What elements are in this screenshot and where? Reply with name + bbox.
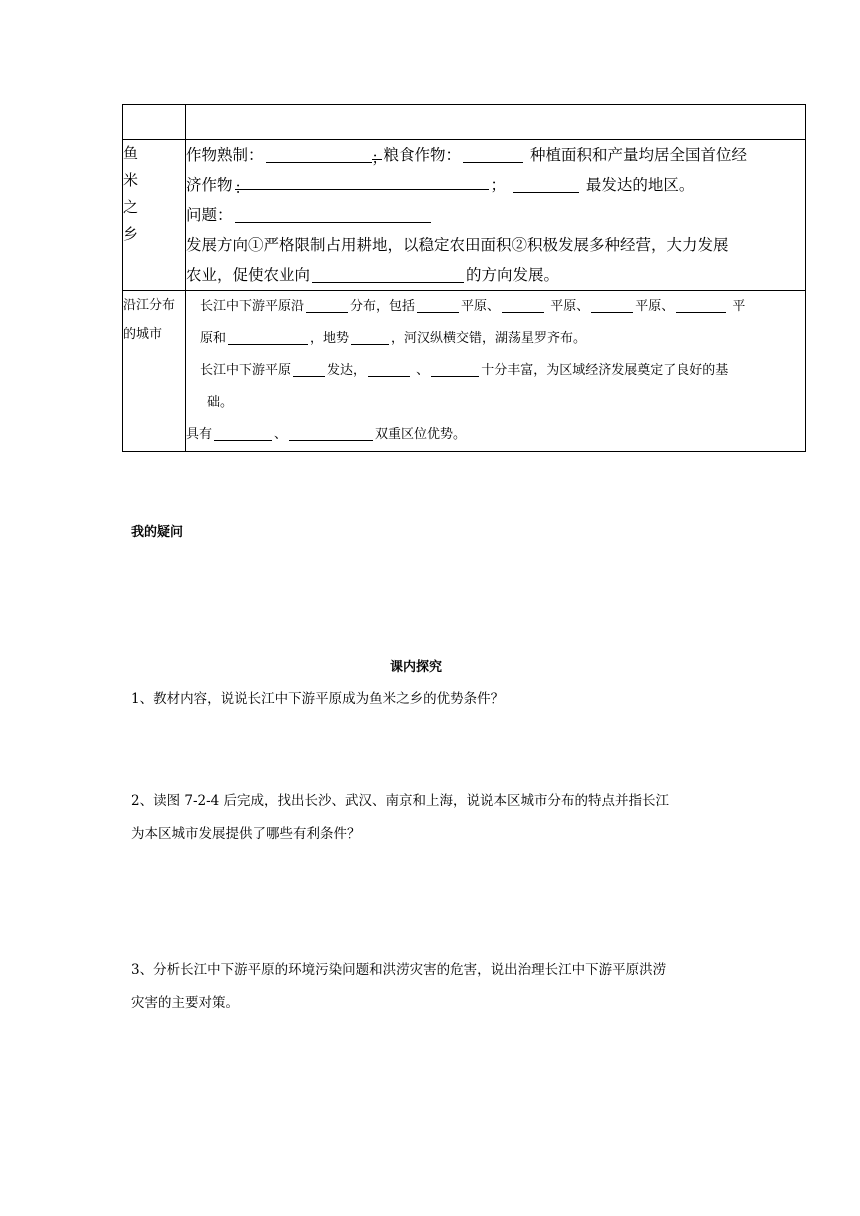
location-line bbox=[186, 419, 805, 451]
text-segment: 双重区位优势。 bbox=[375, 427, 467, 442]
blank-plain-4[interactable] bbox=[676, 296, 726, 313]
plains-line bbox=[186, 291, 805, 323]
fish-rice-content bbox=[186, 140, 806, 291]
blank-crop-maturity[interactable] bbox=[266, 146, 372, 163]
text-segment: 问题： bbox=[186, 206, 233, 224]
text-segment: 发展方向①严格限制占用耕地，以稳定农田面积②积极发展多种经营，大力发展 bbox=[186, 236, 729, 254]
blank-terrain[interactable] bbox=[351, 328, 389, 345]
blank-resource-2[interactable] bbox=[431, 360, 479, 377]
text-segment: 的方向发展。 bbox=[466, 266, 560, 284]
blank-plain-2[interactable] bbox=[502, 296, 544, 313]
text-segment: ，地势 bbox=[310, 331, 350, 346]
text-segment: 、 bbox=[274, 427, 288, 442]
text-segment: 分布，包括 bbox=[350, 299, 416, 314]
question-text: 2、读图 7-2-4 后完成，找出长沙、武汉、南京和上海，说说本区城市分布的特点并指长江 bbox=[131, 793, 670, 809]
text-segment: 平原、 bbox=[550, 299, 590, 314]
blank-grain-crop[interactable] bbox=[463, 146, 523, 163]
text-segment: 原和 bbox=[200, 331, 227, 346]
text-segment: 发达， bbox=[327, 363, 367, 378]
blank-advantage-1[interactable] bbox=[214, 424, 272, 441]
text-segment: 具有 bbox=[186, 427, 213, 442]
text-segment: 十分丰富，为区域经济发展奠定了良好的基 bbox=[481, 363, 729, 378]
text-segment: 济作物 bbox=[186, 176, 233, 194]
fish-rice-label bbox=[123, 140, 186, 291]
blank-cash-crop[interactable] bbox=[234, 173, 489, 197]
empty-label-cell bbox=[123, 105, 186, 140]
empty-content-cell bbox=[186, 105, 806, 140]
question-text: 3、分析长江中下游平原的环境污染问题和洪涝灾害的危害，说出治理长江中下游平原洪涝 bbox=[131, 962, 667, 978]
text-segment: 粮食作物： bbox=[383, 146, 462, 164]
development-line bbox=[186, 230, 805, 260]
text-segment: 作物熟制： bbox=[186, 146, 264, 164]
blank-advantage-2[interactable] bbox=[289, 424, 373, 441]
crop-maturity-line bbox=[186, 140, 805, 170]
label-char: 米 bbox=[123, 171, 139, 189]
blank-plain-1[interactable] bbox=[417, 296, 459, 313]
blank-semicolon-line bbox=[371, 143, 388, 167]
river-cities-row bbox=[123, 291, 806, 452]
label-char: 乡 bbox=[123, 225, 139, 243]
text-segment: 础。 bbox=[207, 395, 234, 410]
cash-crop-line bbox=[186, 170, 805, 200]
foundation-line bbox=[186, 387, 805, 419]
text-segment: ，河汉纵横交错，湖荡星罗齐布。 bbox=[391, 331, 587, 346]
text-segment: 最发达的地区。 bbox=[585, 176, 695, 194]
text-segment: 长江中下游平原 bbox=[200, 363, 292, 378]
text-segment: 长江中下游平原沿 bbox=[200, 299, 305, 314]
knowledge-table bbox=[122, 104, 806, 452]
text-segment: ： bbox=[234, 179, 251, 197]
economy-line bbox=[186, 355, 805, 387]
label-char: 鱼 bbox=[123, 144, 139, 162]
text-segment: ； bbox=[371, 149, 388, 167]
question-text: 为本区城市发展提供了哪些有利条件？ bbox=[131, 826, 361, 842]
text-segment: 平原、 bbox=[635, 299, 675, 314]
question-text: 灾害的主要对策。 bbox=[131, 995, 239, 1011]
question-text: 1、教材内容，说说长江中下游平原成为鱼米之乡的优势条件？ bbox=[131, 691, 505, 707]
terrain-line bbox=[186, 323, 805, 355]
text-segment: ； bbox=[490, 176, 507, 194]
blank-direction[interactable] bbox=[312, 266, 464, 283]
blank-along[interactable] bbox=[306, 296, 348, 313]
river-cities-content bbox=[186, 291, 806, 452]
river-cities-label: 沿江分布的城市 bbox=[123, 291, 186, 452]
question-2 bbox=[131, 785, 751, 851]
blank-plain-3[interactable] bbox=[591, 296, 633, 313]
question-1 bbox=[131, 683, 751, 716]
fish-rice-row bbox=[123, 140, 806, 291]
problem-line bbox=[186, 200, 805, 230]
development-line-2 bbox=[186, 260, 805, 290]
text-segment: 平 bbox=[732, 299, 746, 314]
text-segment: 平原、 bbox=[461, 299, 501, 314]
my-questions-heading: 我的疑问 bbox=[131, 525, 184, 540]
text-segment: 种植面积和产量均居全国首位经 bbox=[529, 146, 747, 164]
blank-developed-region[interactable] bbox=[513, 176, 579, 193]
text-segment: 、 bbox=[416, 363, 430, 378]
inquiry-heading: 课内探究 bbox=[390, 660, 443, 675]
table-top-row bbox=[123, 105, 806, 140]
label-char: 之 bbox=[123, 198, 139, 216]
blank-resource-1[interactable] bbox=[368, 360, 410, 377]
question-3 bbox=[131, 954, 751, 1020]
blank-developed[interactable] bbox=[293, 360, 325, 377]
blank-problem[interactable] bbox=[235, 206, 431, 223]
blank-plain-5[interactable] bbox=[228, 328, 308, 345]
text-segment: 农业，促使农业向 bbox=[186, 266, 311, 284]
